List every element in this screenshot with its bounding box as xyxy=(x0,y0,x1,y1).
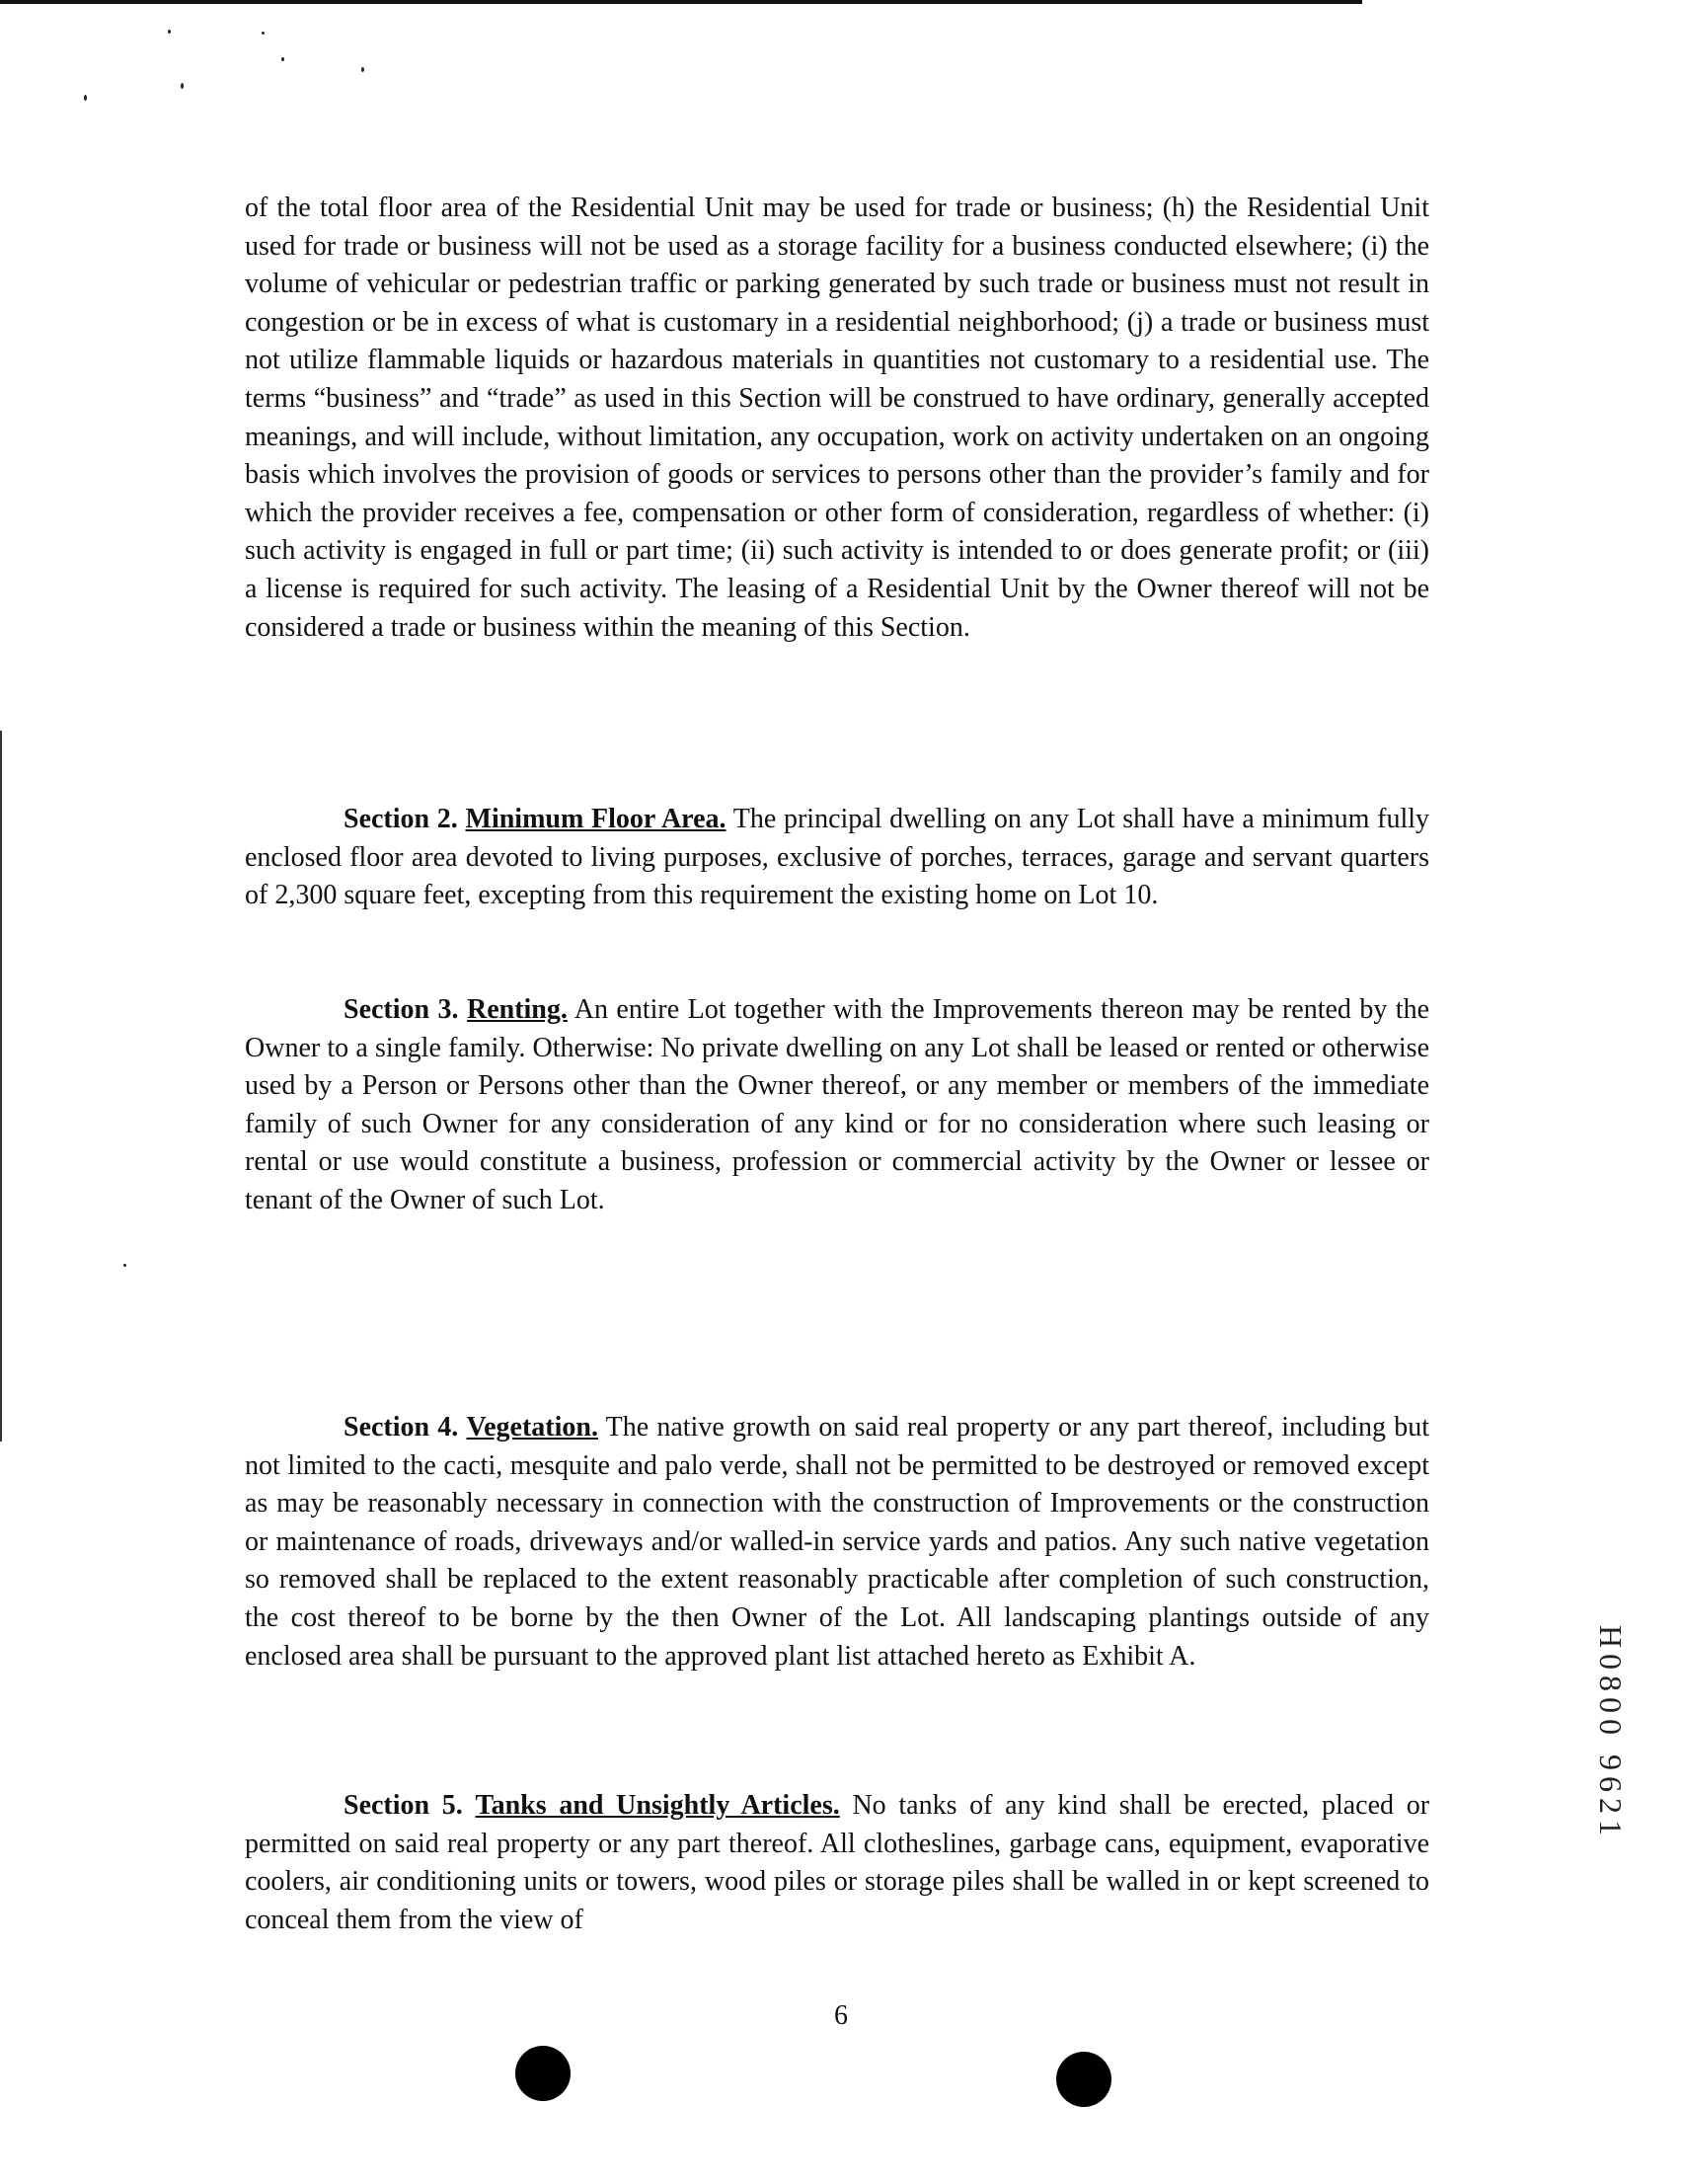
scan-speck xyxy=(361,67,364,72)
continued-paragraph xyxy=(245,190,1429,647)
scan-speck xyxy=(84,95,87,101)
section-5-number: Section 5. xyxy=(344,1790,463,1821)
section-3-body: An entire Lot together with the Improvements thereon may be rented by the Owner to a single family. Otherwise: No private dwelling on any Lot shall be leased or rented or otherwise used by a Person or Persons other than the Owner thereof, or any member or members of the immediate family of such Owner for any consideration of any kind or for no consideration where such leasing or rental or use would constitute a business, profession or commercial activity by the Owner or lessee or tenant of the Owner of such Lot. xyxy=(245,994,1429,1215)
scan-speck xyxy=(281,57,284,61)
section-4-body: The native growth on said real property or any part thereof, including but not limited to the cacti, mesquite and palo verde, shall not be permitted to be destroyed or removed except as may be reasonably necessary in connection with the construction of Improvements or the construction or maintenance of roads, driveways and/or walled-in service yards and patios. Any such native vegetation so removed shall be replaced to the extent reasonably practicable after completion of such construction, the cost thereof to be borne by the then Owner of the Lot. All landscaping plantings outside of any enclosed area shall be pursuant to the approved plant list attached hereto as Exhibit A. xyxy=(245,1412,1429,1672)
section-3-number: Section 3. xyxy=(344,994,459,1025)
section-4-paragraph xyxy=(245,1409,1429,1676)
section-3-title: Renting. xyxy=(466,994,568,1025)
scan-speck xyxy=(123,1264,126,1267)
section-5-paragraph xyxy=(245,1787,1429,1939)
scan-speck xyxy=(181,83,184,89)
section-2-number: Section 2. xyxy=(344,804,458,834)
scan-speck xyxy=(262,32,265,35)
recording-stamp-text: H0800 9621 xyxy=(1593,1624,1630,1841)
section-5-body: No tanks of any kind shall be erected, placed or permitted on said real property or any part thereof. All clotheslines, garbage cans, equipment, evaporative coolers, air conditioning units or towers, wood piles or storage piles shall be walled in or kept screened to conceal them from the view of xyxy=(245,1790,1430,1935)
scan-left-border xyxy=(0,731,2,1442)
recording-stamp xyxy=(1591,1609,1631,1856)
continued-paragraph-text: of the total floor area of the Residential Unit may be used for trade or business; (h) the Residential Unit used for trade or business will not be used as a storage facility for a business conducted elsewhere; (i) the volume of vehicular or pedestrian traffic or parking generated by such trade or business must not result in congestion or be in excess of what is customary in a residential neighborhood; (j) a trade or business must not utilize flammable liquids or hazardous materials in quantities not customary to a residential use. The terms “business” and “trade” as used in this Section will be construed to have ordinary, generally accepted meanings, and will include, without limitation, any occupation, work on activity undertaken on an ongoing basis which involves the provision of goods or services to persons other than the provider’s family and for which the provider receives a fee, compensation or other form of consideration, regardless of whether: (i) such activity is engaged in full or part time; (ii) such activity is intended to or does generate profit; or (iii) a license is required for such activity. The leasing of a Residential Unit by the Owner thereof will not be considered a trade or business within the meaning of this Section. xyxy=(245,193,1429,643)
section-3-paragraph xyxy=(245,991,1429,1220)
scan-speck xyxy=(168,30,171,34)
section-5-title: Tanks and Unsightly Articles. xyxy=(475,1790,840,1821)
section-4-number: Section 4. xyxy=(344,1412,459,1443)
scan-top-border xyxy=(0,0,1362,4)
section-2-paragraph xyxy=(245,801,1429,915)
section-2-body: The principal dwelling on any Lot shall have a minimum fully enclosed floor area devoted to living purposes, exclusive of porches, terraces, garage and servant quarters of 2,300 square feet, excepting from this requirement the existing home on Lot 10. xyxy=(245,804,1430,911)
page-number: 6 xyxy=(834,2000,848,2031)
section-4-title: Vegetation. xyxy=(466,1412,598,1443)
section-2-title: Minimum Floor Area. xyxy=(465,804,726,834)
punch-hole-left xyxy=(515,2046,571,2101)
punch-hole-right xyxy=(1056,2052,1111,2107)
